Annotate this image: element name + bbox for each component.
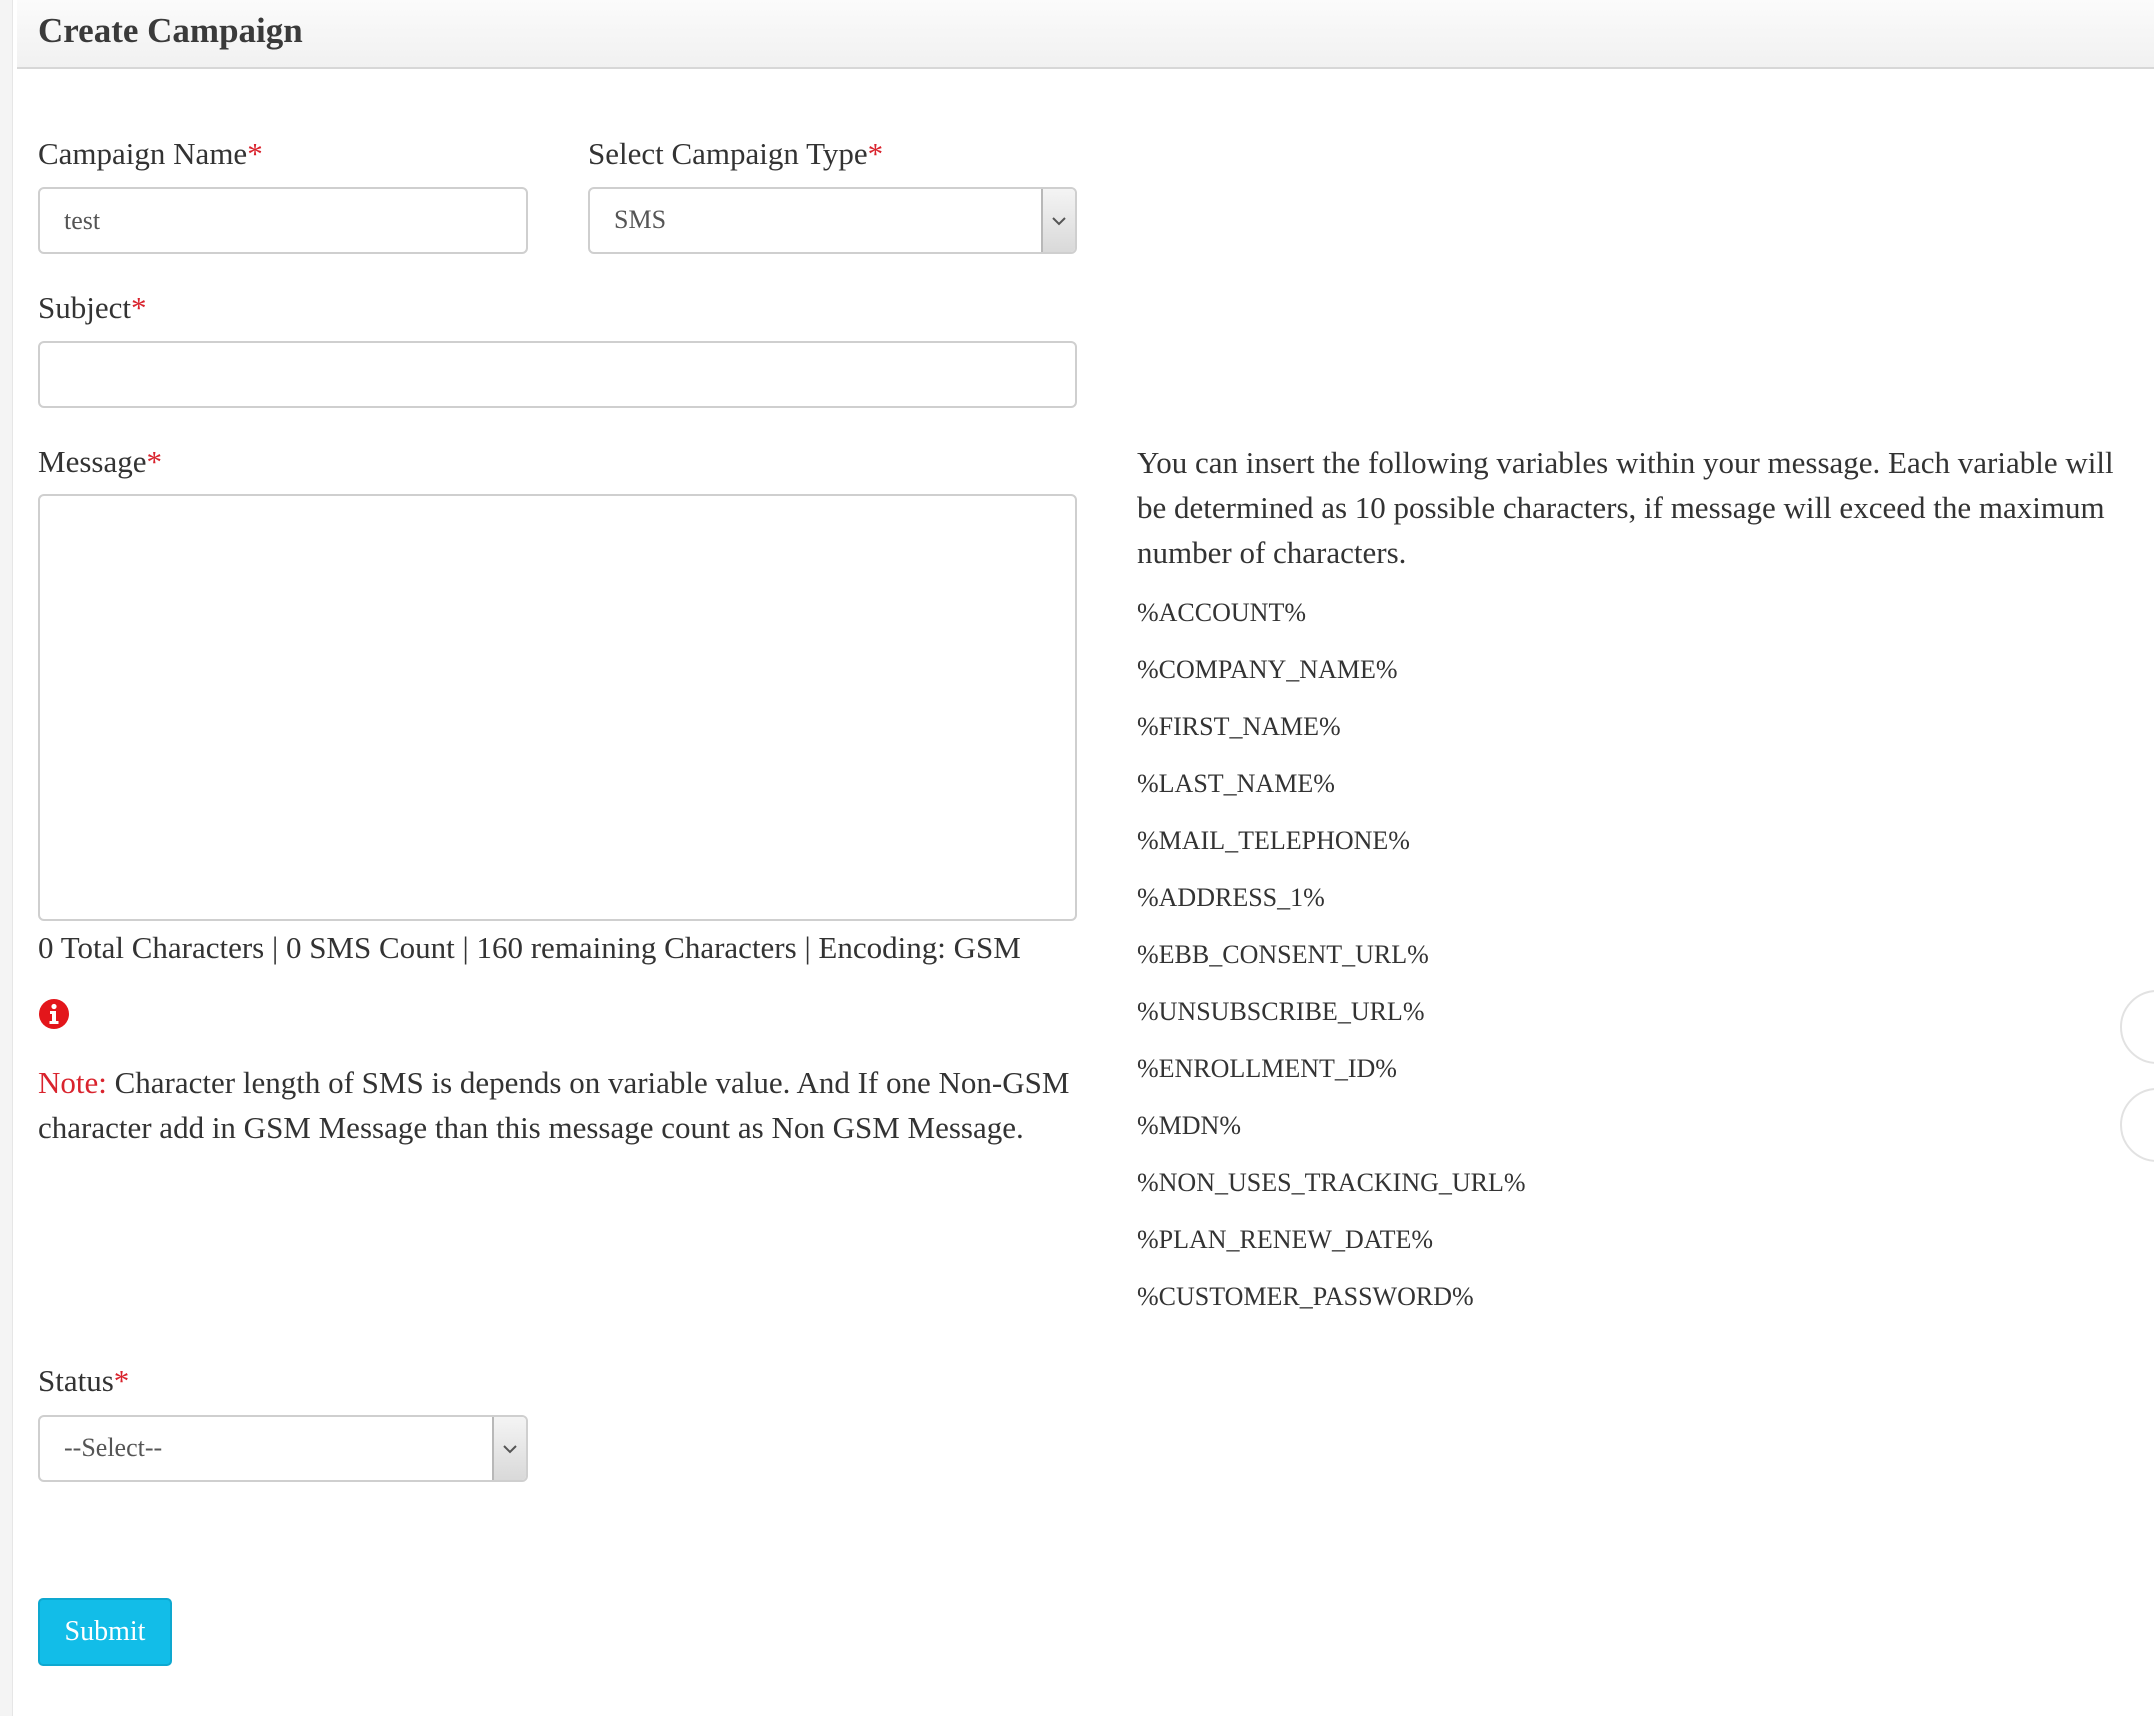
variables-intro: You can insert the following variables within your message. Each variable will be determined as 10 possible characters, if message will exceed the maximum number of characters. [1137,445,2114,570]
variable-item: %FIRST_NAME% [1137,712,1341,741]
submit-button[interactable]: Submit [38,1598,172,1666]
chevron-down-icon[interactable] [1041,189,1075,252]
required-marker: * [247,136,263,171]
status-selected-value: --Select-- [64,1433,163,1462]
floating-action-button[interactable] [2120,990,2154,1064]
variable-item: %CUSTOMER_PASSWORD% [1137,1282,1474,1311]
info-icon [38,998,70,1030]
character-counter: 0 Total Characters | 0 SMS Count | 160 remaining Characters | Encoding: GSM [38,930,1021,965]
page-title: Create Campaign [38,11,303,50]
status-select[interactable] [38,1415,528,1482]
variable-item: %NON_USES_TRACKING_URL% [1137,1168,1526,1197]
floating-action-button[interactable] [2120,1088,2154,1162]
sms-note [38,1060,1078,1150]
required-marker: * [113,1363,130,1398]
variable-item: %ACCOUNT% [1137,598,1306,627]
note-text: Character length of SMS is depends on variable value. And If one Non-GSM character add in GSM Message than this message count as Non GSM Message. [38,1065,1070,1145]
variable-item: %EBB_CONSENT_URL% [1137,940,1429,969]
variables-list [1137,584,1526,1325]
message-textarea[interactable] [38,494,1077,921]
chevron-down-icon[interactable] [492,1417,526,1480]
campaign-name-label: Campaign Name* [38,136,263,171]
variable-item: %ENROLLMENT_ID% [1137,1054,1397,1083]
variable-item: %MDN% [1137,1111,1241,1140]
variable-item: %PLAN_RENEW_DATE% [1137,1225,1434,1254]
variable-item: %LAST_NAME% [1137,769,1335,798]
campaign-type-label: Select Campaign Type* [588,136,884,171]
status-label: Status* [38,1363,130,1398]
variable-item: %COMPANY_NAME% [1137,655,1398,684]
campaign-type-select[interactable] [588,187,1077,254]
campaign-name-input[interactable] [38,187,528,254]
variable-item: %MAIL_TELEPHONE% [1137,826,1410,855]
note-label: Note: [38,1065,107,1100]
subject-label: Subject* [38,290,147,325]
required-marker: * [867,136,884,171]
left-sidebar-edge [0,0,13,1716]
variable-item: %UNSUBSCRIBE_URL% [1137,997,1425,1026]
required-marker: * [131,290,147,325]
page-header [17,0,2154,69]
variable-item: %ADDRESS_1% [1137,883,1325,912]
message-label: Message* [38,444,162,479]
required-marker: * [146,444,162,479]
subject-input[interactable] [38,341,1077,408]
campaign-type-selected-value: SMS [614,205,667,234]
